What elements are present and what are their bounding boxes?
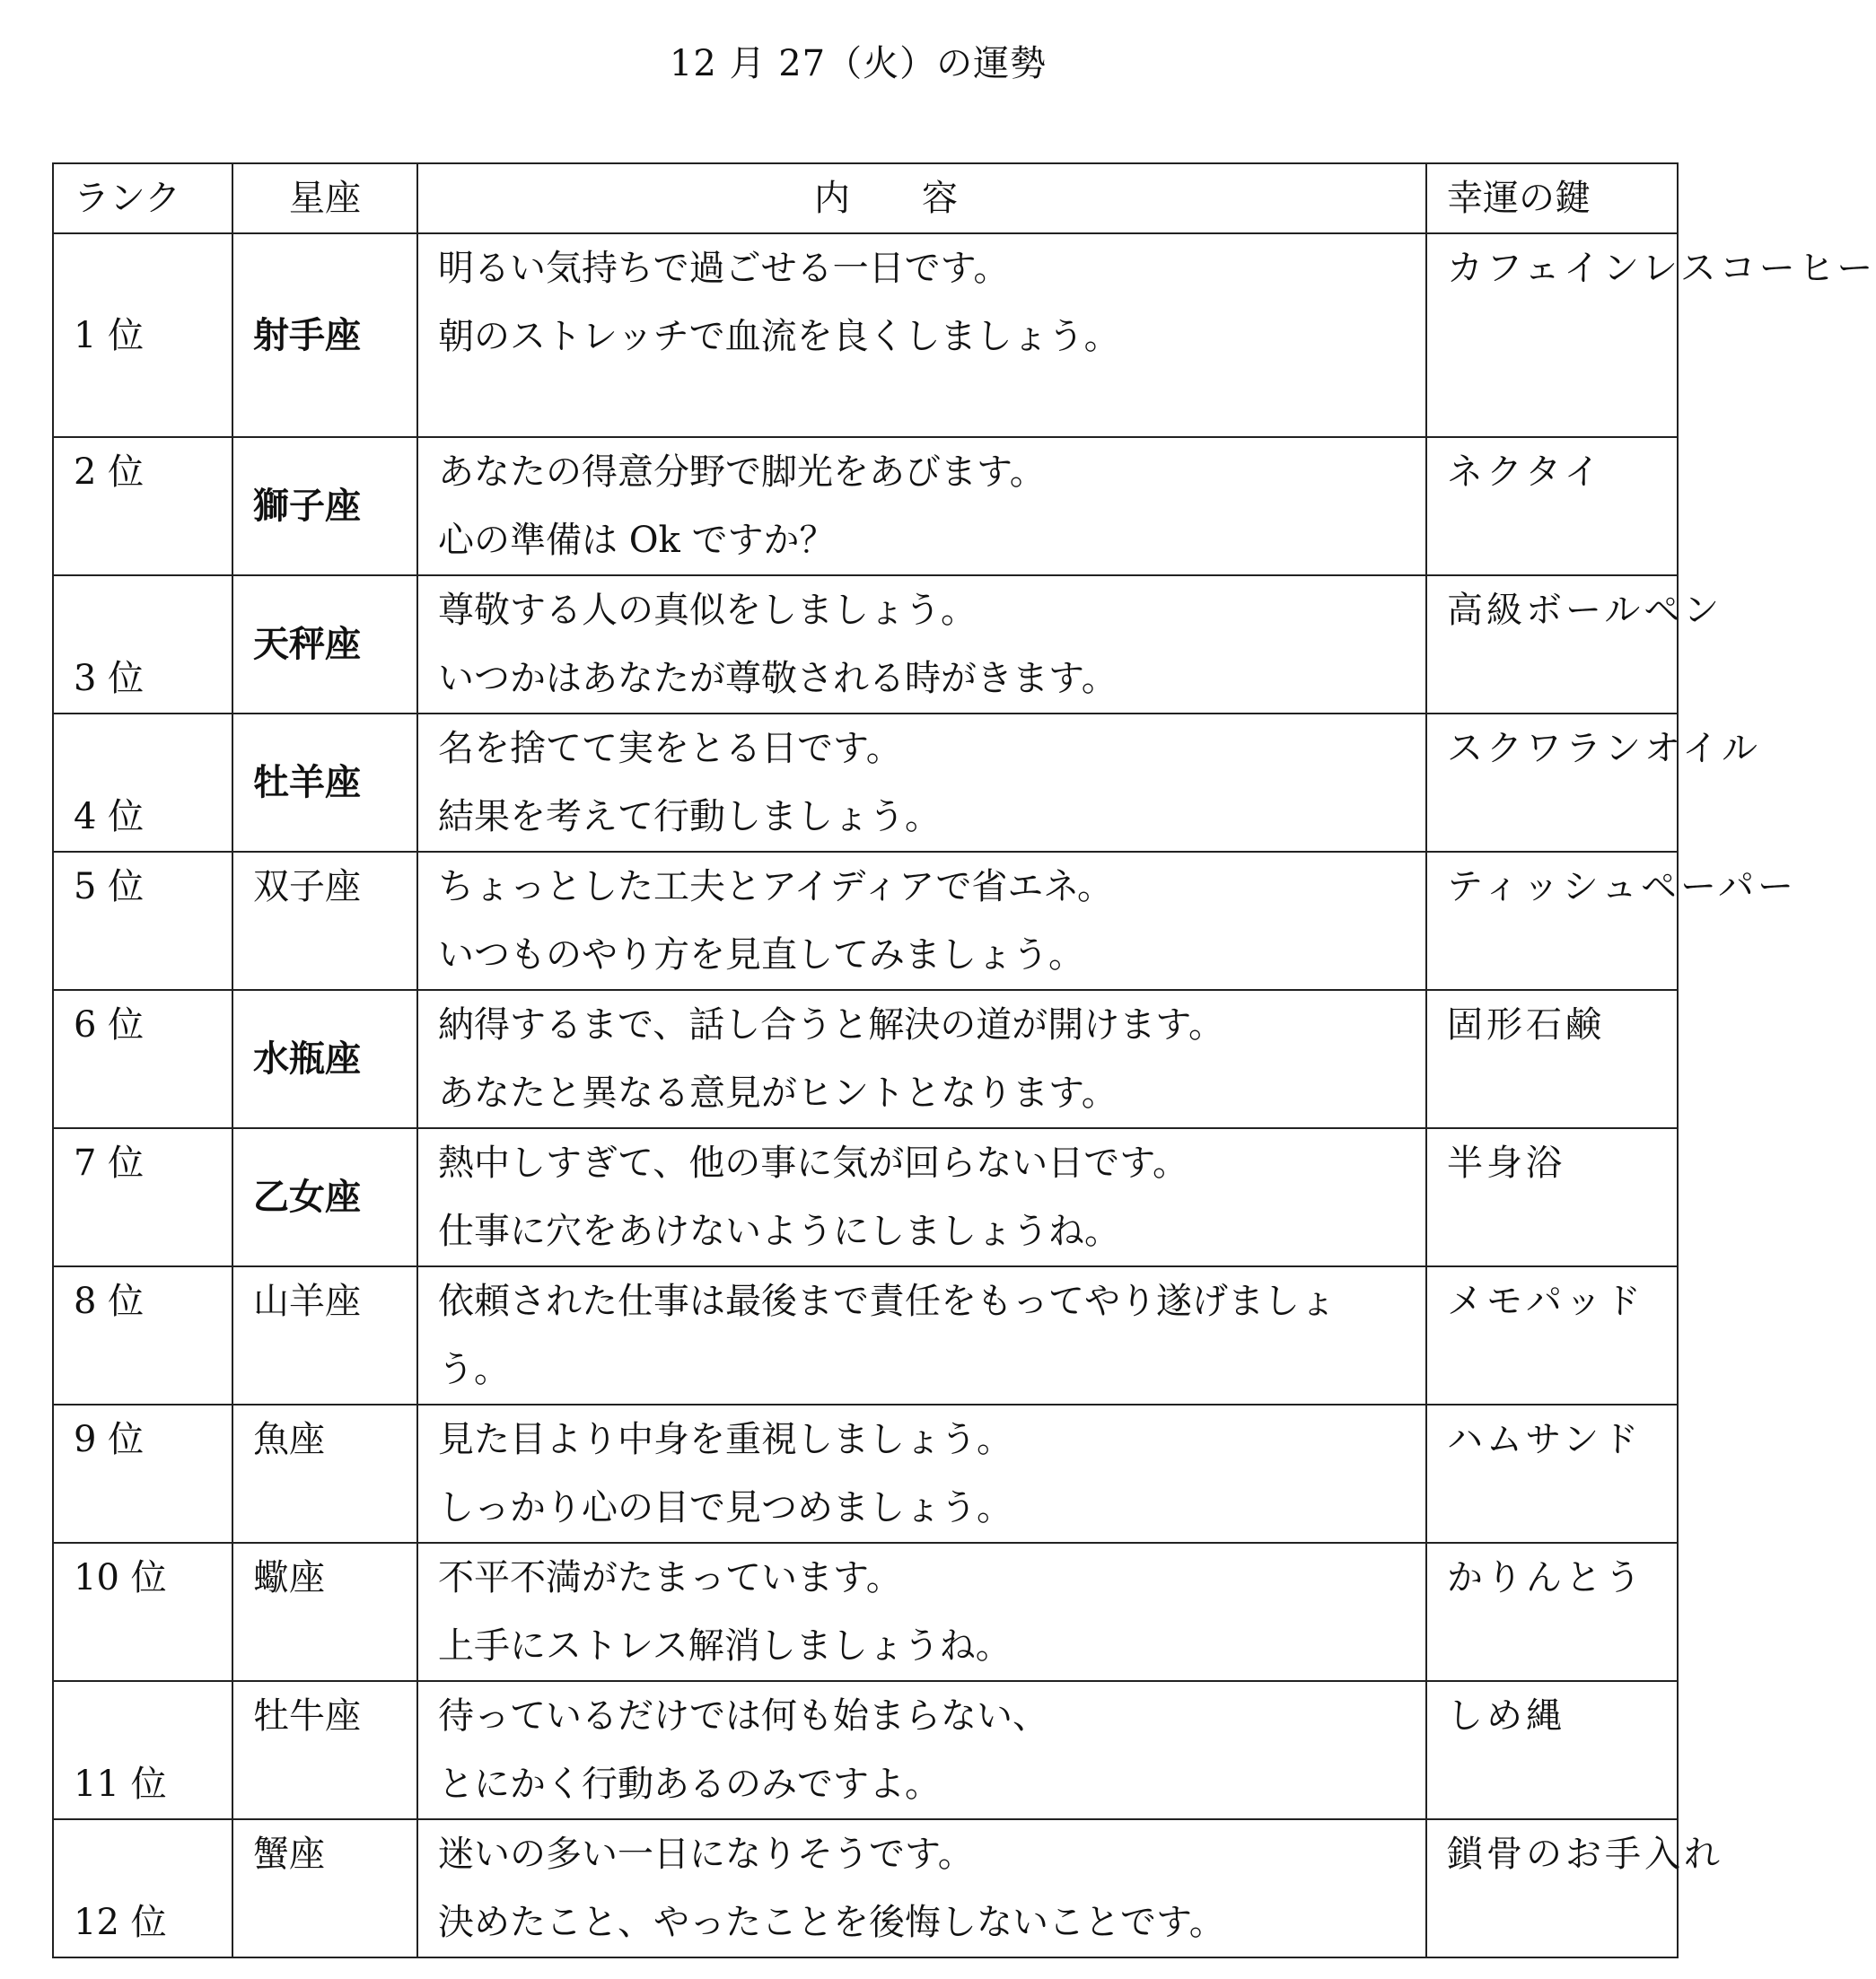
table-row: [53, 1266, 1678, 1405]
rank-cell: 2 位: [53, 437, 232, 575]
table-row: [53, 1128, 1678, 1266]
sign-cell: 水瓶座: [232, 990, 417, 1128]
table-row: [53, 990, 1678, 1128]
rank-cell: 5 位: [53, 852, 232, 990]
header-content: 内容: [417, 163, 1426, 233]
content-line: 結果を考えて行動しましょう。: [438, 796, 941, 837]
lucky-cell: ハムサンド: [1426, 1405, 1678, 1543]
content-line: とにかく行動あるのみですよ。: [438, 1764, 941, 1805]
sign-cell: 山羊座: [232, 1266, 417, 1405]
sign-cell: 天秤座: [232, 575, 417, 714]
content-line: あなたの得意分野で脚光をあびます。: [438, 451, 1046, 493]
table-row: [53, 1405, 1678, 1543]
content-line: 依頼された仕事は最後まで責任をもってやり遂げましょう。: [438, 1281, 1336, 1390]
content-line: 迷いの多い一日になりそうです。: [438, 1834, 974, 1875]
content-line: いつものやり方を見直してみましょう。: [438, 934, 1084, 976]
table-row: [53, 852, 1678, 990]
lucky-cell: かりんとう: [1426, 1543, 1678, 1681]
content-cell: [417, 233, 1426, 437]
rank-cell: 3 位: [53, 575, 232, 714]
content-line: 仕事に穴をあけないようにしましょうね。: [438, 1211, 1120, 1252]
sign-cell: 魚座: [232, 1405, 417, 1543]
content-cell: [417, 437, 1426, 575]
content-cell: [417, 714, 1426, 852]
lucky-cell: 固形石鹸: [1426, 990, 1678, 1128]
header-lucky: 幸運の鍵: [1426, 163, 1678, 233]
sign-cell: 双子座: [232, 852, 417, 990]
content-cell: [417, 1543, 1426, 1681]
content-cell: [417, 990, 1426, 1128]
content-line: 尊敬する人の真似をしましょう。: [438, 590, 977, 631]
content-cell: [417, 1405, 1426, 1543]
content-line: 不平不満がたまっています。: [438, 1557, 902, 1598]
table-row: [53, 233, 1678, 437]
lucky-cell: スクワランオイル: [1426, 714, 1678, 852]
sign-cell: 蠍座: [232, 1543, 417, 1681]
content-line: 朝のストレッチで血流を良くしましょう。: [438, 316, 1120, 357]
sign-cell: 牡羊座: [232, 714, 417, 852]
rank-cell: 6 位: [53, 990, 232, 1128]
table-row: [53, 1543, 1678, 1681]
content-cell: [417, 852, 1426, 990]
rank-cell: 10 位: [53, 1543, 232, 1681]
table-row: [53, 1819, 1678, 1957]
sign-cell: 牡牛座: [232, 1681, 417, 1819]
rank-cell: 11 位: [53, 1681, 232, 1819]
content-line: しっかり心の目で見つめましょう。: [438, 1487, 1013, 1528]
content-line: 納得するまで、話し合うと解決の道が開けます。: [438, 1004, 1224, 1046]
lucky-cell: 半身浴: [1426, 1128, 1678, 1266]
content-line: 明るい気持ちで過ごせる一日です。: [438, 248, 1010, 289]
rank-cell: 12 位: [53, 1819, 232, 1957]
sign-cell: 射手座: [232, 233, 417, 437]
lucky-cell: 鎖骨のお手入れ: [1426, 1819, 1678, 1957]
lucky-cell: 高級ボールペン: [1426, 575, 1678, 714]
content-line: ちょっとした工夫とアイディアで省エネ。: [438, 866, 1113, 907]
sign-cell: 乙女座: [232, 1128, 417, 1266]
rank-cell: 7 位: [53, 1128, 232, 1266]
header-sign: 星座: [232, 163, 417, 233]
table-row: [53, 437, 1678, 575]
sign-cell: 獅子座: [232, 437, 417, 575]
page-title: 12 月 27（火）の運勢: [669, 43, 1048, 84]
content-line: 待っているだけでは何も始まらない、: [438, 1695, 1048, 1737]
content-line: 熱中しすぎて、他の事に気が回らない日です。: [438, 1143, 1188, 1184]
rank-cell: 1 位: [53, 233, 232, 437]
sign-cell: 蟹座: [232, 1819, 417, 1957]
lucky-cell: ティッシュペーパー: [1426, 852, 1678, 990]
header-row: [53, 163, 1678, 233]
content-line: 上手にストレス解消しましょうね。: [438, 1625, 1012, 1667]
content-line: 決めたこと、やったことを後悔しないことです。: [438, 1902, 1225, 1943]
lucky-cell: ネクタイ: [1426, 437, 1678, 575]
rank-cell: 8 位: [53, 1266, 232, 1405]
header-rank: ランク: [53, 163, 232, 233]
fortune-table: [52, 162, 1876, 1958]
rank-cell: 9 位: [53, 1405, 232, 1543]
rank-cell: 4 位: [53, 714, 232, 852]
content-line: 名を捨てて実をとる日です。: [438, 728, 902, 769]
lucky-cell: カフェインレスコーヒー: [1426, 233, 1678, 437]
table-row: [53, 575, 1678, 714]
content-cell: [417, 1128, 1426, 1266]
lucky-cell: しめ縄: [1426, 1681, 1678, 1819]
content-cell: [417, 1266, 1426, 1405]
table-row: [53, 1681, 1678, 1819]
content-cell: [417, 1819, 1426, 1957]
content-cell: [417, 1681, 1426, 1819]
content-cell: [417, 575, 1426, 714]
content-line: あなたと異なる意見がヒントとなります。: [438, 1073, 1118, 1114]
table-row: [53, 714, 1678, 852]
content-line: 見た目より中身を重視しましょう。: [438, 1419, 1013, 1460]
content-line: いつかはあなたが尊敬される時がきます。: [438, 658, 1118, 699]
lucky-cell: メモパッド: [1426, 1266, 1678, 1405]
content-line: 心の準備は Ok ですか？: [438, 520, 836, 561]
